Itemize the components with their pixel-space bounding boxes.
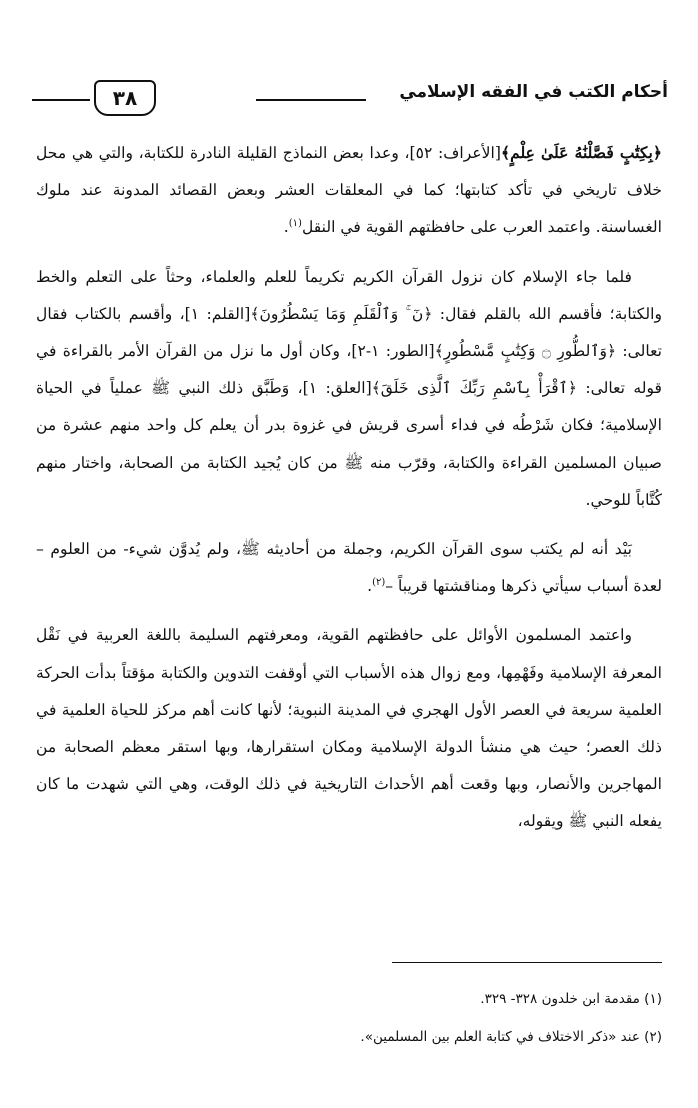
footnote-2: (٢) عند «ذكر الاختلاف في كتابة العلم بين المسلمين». xyxy=(360,1029,662,1045)
book-title: أحكام الكتب في الفقه الإسلامي xyxy=(399,82,668,102)
paragraph-1-text: [الأعراف: ٥٢]، وعدا بعض النماذج القليلة النادرة للكتابة، والتي هي محل خلاف تاريخي في تأكد كتابتها؛ كما في المعلقات العشر وبعض القصائد المدونة عند ملوك الغساسنة. واعتمد العرب على حافظتهم القوية في النقل xyxy=(36,144,662,237)
footnote-ref-1[interactable]: (١) xyxy=(288,218,302,230)
paragraph-1-end: . xyxy=(283,218,289,237)
paragraph-3 xyxy=(36,531,662,605)
paragraph-3-end: . xyxy=(367,577,373,596)
quran-quote: ﴿بِكِتَٰبٍ فَصَّلْنَٰهُ عَلَىٰ عِلْمٍ﴾ xyxy=(500,143,662,162)
header-rule-left xyxy=(32,99,90,101)
running-header xyxy=(28,80,668,120)
quran-verse-text: بِكِتَٰبٍ فَصَّلْنَٰهُ عَلَىٰ عِلْمٍ xyxy=(510,143,653,162)
footnote-ref-2[interactable]: (٢) xyxy=(372,577,386,589)
paragraph-1 xyxy=(36,134,662,247)
header-rule-right xyxy=(256,99,366,101)
paragraph-3-text: بَيْد أنه لم يكتب سوى القرآن الكريم، وجملة من أحاديثه ﷺ، ولم يُدوَّن شيء- من العلوم –لعدة أسباب سيأتي ذكرها ومناقشتها قريباً – xyxy=(36,540,662,596)
footnote-separator xyxy=(392,962,662,963)
main-text xyxy=(36,134,662,853)
footnotes xyxy=(36,984,662,1060)
paragraph-2: فلما جاء الإسلام كان نزول القرآن الكريم تكريماً للعلم والعلماء، وحثاً على التعلم والخط والكتابة؛ فأقسم الله بالقلم فقال: ﴿نٓ ۚ وَٱلْقَلَمِ وَمَا يَسْطُرُونَ﴾[القلم: ١]، وأقسم بالكتاب فقال تعالى: ﴿وَٱلطُّورِ ۝ وَكِتَٰبٍ مَّسْطُورٍ﴾[الطور: ١-٢]، وكان أول ما نزل من القرآن الأمر بالقراءة في قوله تعالى: ﴿ٱقْرَأْ بِٱسْمِ رَبِّكَ ٱلَّذِى خَلَقَ﴾[العلق: ١]، وَطَبَّق ذلك النبي ﷺ عملياً في الحياة الإسلامية؛ فكان شَرْطُه في فداء أسرى قريش في غزوة بدر أن يعلم كل واحد منهم عشرة من صبيان المسلمين القراءة والكتابة، وقرّب منه ﷺ من كان يُجيد الكتابة من الصحابة، واختار منهم كُتَّاباً للوحي. xyxy=(36,267,663,509)
page-number: ٣٨ xyxy=(94,80,156,116)
paragraph-4: واعتمد المسلمون الأوائل على حافظتهم القوية، ومعرفتهم السليمة باللغة العربية في نَقْل المعرفة الإسلامية وفَهْمِها، ومع زوال هذه الأسباب التي أوقفت التدوين والكتابة مؤقتاً بدأت الحركة العلمية سريعة في العصر الأول الهجري في المدينة النبوية؛ لأنها كانت أهم مركز للحياة العلمية في ذلك العصر؛ حيث هي منشأ الدولة الإسلامية ومكان استقرارها، وبها استقر معظم الصحابة من المهاجرين والأنصار، وبها وقعت أهم الأحداث التاريخية في ذلك الوقت، وهي التي شهدت ما كان يفعله النبي ﷺ ويقوله، xyxy=(36,626,662,831)
footnote-1: (١) مقدمة ابن خلدون ٣٢٨- ٣٢٩. xyxy=(480,991,662,1007)
